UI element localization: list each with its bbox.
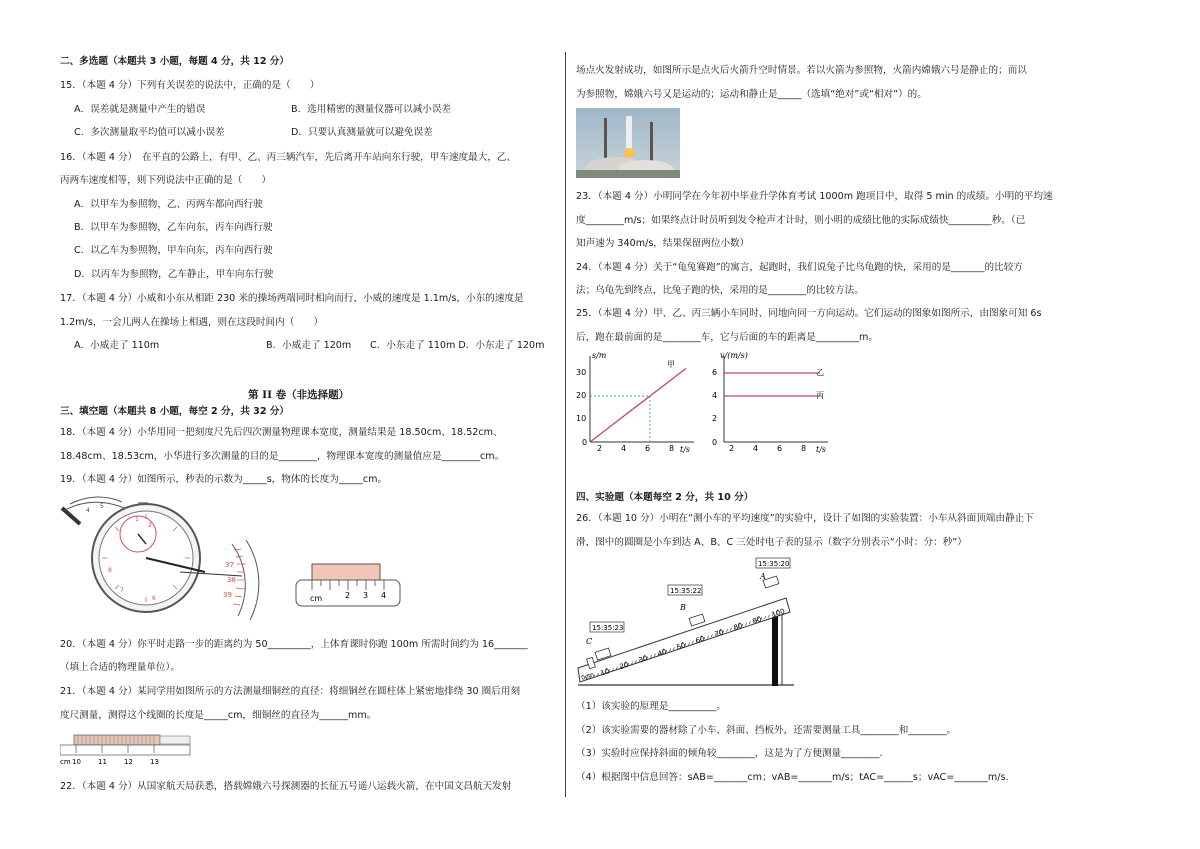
section-multi-choice: 二、多选题（本题共 3 小题，每题 4 分，共 12 分） — [60, 56, 290, 67]
q16-option-c: C．以乙车为参照物，甲车向东，丙车向西行驶 — [74, 245, 273, 256]
ramp-tick-60: 60 — [694, 634, 706, 646]
dial-mark-4: 4 — [86, 507, 90, 514]
ruler-tick-4: 4 — [381, 591, 387, 600]
q25-line1: 25．（本题 4 分）甲、乙、丙三辆小车同时、同地向同一方向运动。它们运动的图象如图所示，由图象可知 6s — [576, 308, 1042, 319]
g2-xtick-8: 8 — [801, 444, 807, 453]
q26-sub4: （4）根据图中信息回答：sAB=_______cm；vAB=_______m/s；tAC=______s；vAC=_______m/s. — [576, 772, 1009, 783]
column-divider — [565, 52, 566, 797]
clock-b-time: 15:35:22 — [670, 587, 702, 595]
q16-line2: 丙两车速度相等，则下列说法中正确的是（ ） — [60, 175, 272, 186]
q15-option-a: A．误差就是测量中产生的错误 — [74, 104, 206, 115]
zoom-tick-38: 38 — [227, 576, 236, 584]
clock-c-time: 15:35:23 — [592, 624, 624, 632]
q20-line2: （填上合适的物理量单位）。 — [60, 662, 180, 673]
measured-object — [312, 564, 380, 582]
q16-line1: 16．（本题 4 分） 在平直的公路上，有甲、乙、丙三辆汽车，先后离开车站向东行驶，甲车速度最大，乙、 — [60, 152, 517, 163]
ramp-tick-100: 100 — [770, 607, 786, 620]
ruler-tick-11: 11 — [98, 758, 107, 766]
q17-line1: 17．（本题 4 分）小威和小东从相距 230 米的操场两端同时相向而行，小威的速度是 1.1m/s，小东的速度是 — [60, 293, 524, 304]
q24-line1: 24．（本题 4 分）关于“龟兔赛跑”的寓言，起跑时，我们说兔子比乌龟跑的快，采用的是_______的比较方 — [576, 262, 1023, 273]
g1-xtick-8: 8 — [669, 444, 675, 453]
g2-xtick-6: 6 — [777, 444, 783, 453]
q20-line1: 20．（本题 4 分）你平时走路一步的距离约为 50_________，上体育课时你跑 100m 所需时间约为 16_______ — [60, 639, 528, 650]
g1-ylabel: s/m — [592, 351, 607, 360]
ruler-tick-12: 12 — [124, 758, 133, 766]
label-b: B — [680, 603, 686, 612]
ruler-tick-3: 3 — [363, 591, 369, 600]
s-t-graph — [576, 350, 696, 458]
g2-label-bing: 丙 — [816, 391, 824, 400]
q16-option-a: A．以甲车为参照物，乙、丙两车都向西行驶 — [74, 199, 263, 210]
car-at-b — [689, 614, 705, 626]
ramp-tick-70: 70 — [713, 628, 725, 639]
part-two-title: 第 II 卷（非选择题） — [248, 389, 350, 401]
section-experiment: 四、实验题（本题每空 2 分，共 10 分） — [576, 492, 754, 503]
q15-option-d: D．只要认真测量就可以避免误差 — [291, 127, 433, 138]
q22-line1: 22．（本题 4 分）从国家航天局获悉，搭载嫦娥六号探测器的长征五号遥八运载火箭，在中国文昌航天发射 — [60, 781, 512, 792]
q17-line2: 1.2m/s，一会儿两人在操场上相遇，则在这段时间内（ ） — [60, 317, 324, 328]
label-a: A — [760, 572, 766, 581]
ruler-tick-10: 10 — [72, 758, 81, 766]
g2-ylabel: v/(m/s) — [720, 351, 748, 360]
q23-line2: 度________m/s；如果终点计时员听到发令枪声才计时，则小明的成绩比他的实际成绩快_________秒。（已 — [576, 215, 1026, 226]
q23-line3: 知声速为 340m/s，结果保留两位小数） — [576, 238, 750, 249]
q17-option-cd: C．小东走了 110m D．小东走了 120m — [370, 340, 545, 351]
g1-ytick-30: 30 — [576, 368, 587, 377]
ramp-tick-40: 40 — [656, 647, 668, 659]
g1-series-label: 甲 — [667, 360, 675, 369]
clock-a-time: 15:35:20 — [758, 560, 790, 568]
q26-line2: 滑，图中的圆圈是小车到达 A、B、C 三处时电子表的显示（数字分别表示“小时：分：秒”） — [576, 537, 967, 548]
ramp-tick-10: 10 — [599, 667, 611, 678]
ramp-unit: 0cm — [580, 671, 595, 682]
q21-figure — [60, 729, 200, 769]
q22-line2: 场点火发射成功，如图所示是点火后火箭升空时情景。若以火箭为参照物，火箭内嫦娥六号是静止的；而以 — [576, 65, 1027, 76]
g1-ytick-20: 20 — [576, 391, 587, 400]
q15-option-b: B．选用精密的测量仪器可以减小误差 — [291, 104, 452, 115]
ruler-unit: cm — [60, 758, 71, 766]
dial-mark-7: 7 — [120, 587, 124, 594]
ruler-tick-2: 2 — [345, 591, 351, 600]
ramp-tick-50: 50 — [675, 641, 687, 652]
ramp-tick-30: 30 — [637, 654, 649, 665]
q21-line2: 度尺测量，测得这个线圈的长度是_____cm，细铜丝的直径为______mm。 — [60, 710, 377, 721]
v-t-graph — [708, 350, 838, 458]
zoom-tick-37: 37 — [225, 561, 234, 569]
ramp-tick-20: 20 — [618, 660, 630, 672]
g2-xtick-4: 4 — [753, 444, 759, 453]
q15-option-c: C．多次测量取平均值可以减小误差 — [74, 127, 225, 138]
q18-line2: 18.48cm、18.53cm，小华进行多次测量的目的是________，物理课本宽度的测量值应是________cm。 — [60, 451, 505, 462]
g1-xtick-4: 4 — [621, 444, 627, 453]
g1-series-1 — [590, 368, 686, 442]
g2-ytick-2: 2 — [712, 414, 718, 423]
stopwatch-pointer — [62, 508, 80, 524]
dial-mark-8: 8 — [108, 567, 112, 574]
g1-ytick-0: 0 — [582, 438, 588, 447]
ramp-tick-80: 80 — [732, 621, 744, 633]
ramp-tick-90: 90 — [751, 615, 763, 626]
q17-option-a: A．小威走了 110m — [74, 340, 160, 351]
dial-mark-1: 1 — [135, 516, 139, 523]
label-c: C — [586, 637, 593, 646]
ruler-tick-13: 13 — [150, 758, 159, 766]
q24-line2: 法；乌龟先到终点，比兔子跑的快，采用的是________的比较方法。 — [576, 285, 864, 296]
q18-line1: 18．（本题 4 分）小华用同一把刻度尺先后四次测量物理课本宽度，测量结果是 18.50cm、18.52cm、 — [60, 427, 503, 438]
q26-line1: 26．（本题 10 分）小明在“测小车的平均速度”的实验中，设计了如图的实验装置：小车从斜面顶端由静止下 — [576, 513, 1034, 524]
g1-xlabel: t/s — [680, 445, 691, 454]
q23-line1: 23．（本题 4 分）小明同学在今年初中毕业升学体育考试 1000m 跑项目中，取得 5 min 的成绩。小明的平均速 — [576, 191, 1053, 202]
g2-xtick-2: 2 — [729, 444, 735, 453]
g2-ytick-0: 0 — [712, 438, 718, 447]
ruler-unit: cm — [310, 594, 323, 603]
g1-xtick-6: 6 — [645, 444, 651, 453]
g2-ytick-6: 6 — [712, 368, 718, 377]
g2-xlabel: t/s — [816, 445, 827, 454]
g1-xtick-2: 2 — [597, 444, 603, 453]
dial-mark-6: 6 — [152, 595, 156, 602]
g2-ytick-4: 4 — [712, 391, 718, 400]
ruler — [60, 745, 190, 755]
q25-line2: 后，跑在最前面的是________车，它与后面的车的距离是_________m。 — [576, 332, 878, 343]
g2-label-yi: 乙 — [816, 368, 824, 377]
g1-ytick-10: 10 — [576, 414, 587, 423]
dial-mark-5: 5 — [100, 503, 104, 510]
q21-line1: 21．（本题 4 分）某同学用如图所示的方法测量细铜丝的直径：将细铜丝在圆柱体上紧密地排绕 30 圈后用刻 — [60, 686, 521, 697]
q17-option-b: B．小威走了 120m — [266, 340, 352, 351]
wire-coil — [74, 735, 160, 745]
q16-option-d: D．以丙车为参照物，乙车静止，甲车向东行驶 — [74, 269, 274, 280]
q26-sub1: （1）该实验的原理是__________。 — [576, 701, 727, 712]
q19-figure — [60, 494, 405, 622]
q16-option-b: B．以甲车为参照物，乙车向东，丙车向西行驶 — [74, 222, 273, 233]
q19-text: 19．（本题 4 分）如图所示，秒表的示数为_____s，物体的长度为_____cm。 — [60, 474, 388, 485]
q26-sub2: （2）该实验需要的器材除了小车、斜面、挡板外，还需要测量工具________和________。 — [576, 725, 957, 736]
section-fill-blank: 三、填空题（本题共 8 小题，每空 2 分，共 32 分） — [60, 406, 290, 417]
q15-stem: 15．（本题 4 分）下列有关误差的说法中，正确的是（ ） — [60, 80, 320, 91]
q22-line3: 为参照物，嫦娥六号又是运动的；运动和静止是_____（选填“绝对”或“相对”）的。 — [576, 89, 927, 100]
zoom-tick-39: 39 — [223, 591, 232, 599]
support-block — [772, 614, 778, 686]
q26-sub3: （3）实验时应保持斜面的倾角较________，这是为了方便测量________. — [576, 748, 883, 759]
dial-mark-2: 2 — [148, 522, 152, 529]
rocket-launch-photo — [576, 108, 680, 178]
incline-experiment-figure — [576, 554, 806, 690]
